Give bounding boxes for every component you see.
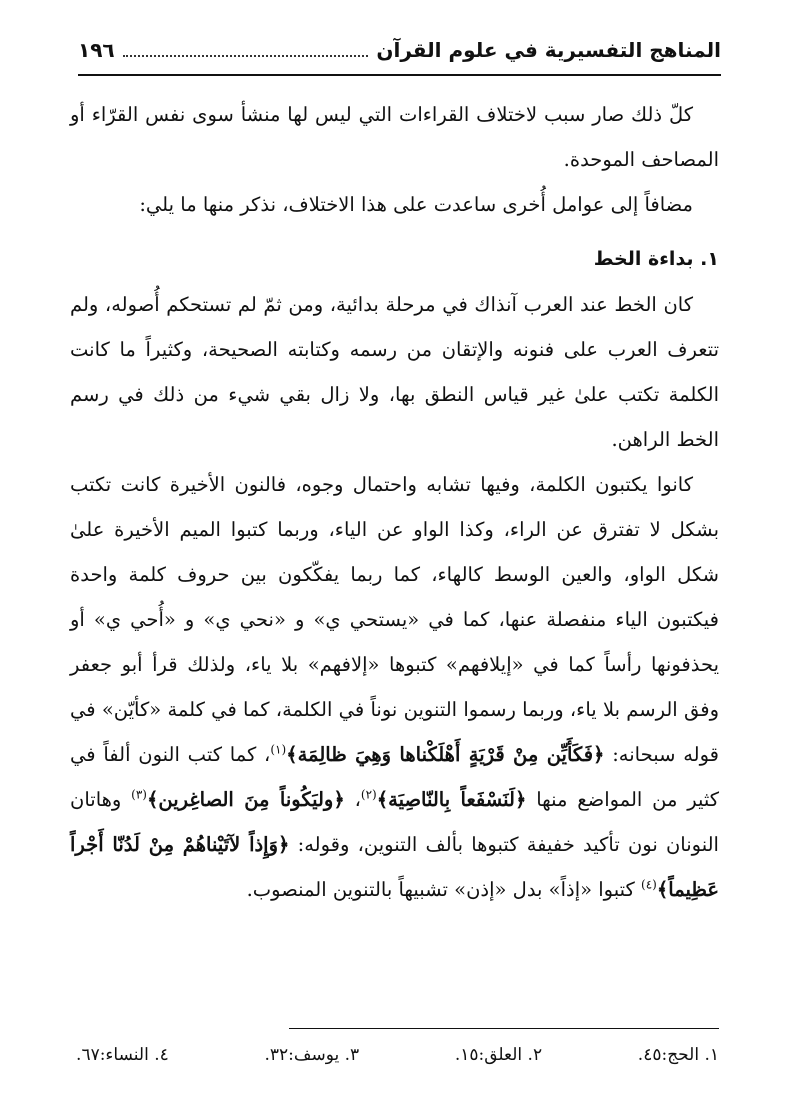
footnote-rule xyxy=(289,1028,719,1029)
quran-verse-3: ﴿وليَكُوناً مِنَ الصاغِرين﴾ xyxy=(146,788,345,811)
main-text xyxy=(70,92,719,912)
footnote-1: ١. الحج:٤٥. xyxy=(637,1045,719,1065)
paragraph-3: كان الخط عند العرب آنذاك في مرحلة بدائية، ومن ثمّ لم تستحكم أُصوله، ولم تتعرف العرب على فنونه والإتقان من رسمه وكتابته الصحيحة، وكثيراً ما كانت الكلمة تكتب علىٰ غير قياس النطق بها، ولا زال بقي شيء من ذلك في رسم الخط الراهن. xyxy=(70,293,719,451)
page-number: ١٩٦ xyxy=(78,38,115,62)
header-rule xyxy=(78,74,721,76)
running-title: المناهج التفسيرية في علوم القرآن xyxy=(376,38,721,62)
paragraph-4 xyxy=(70,462,719,912)
running-header xyxy=(78,30,721,70)
footnote-ref-2: (٢) xyxy=(360,787,377,802)
footnotes xyxy=(76,1040,719,1070)
leader-dots xyxy=(123,43,369,57)
paragraph-1: كلّ ذلك صار سبب لاختلاف القراءات التي ليس لها منشأ سوى نفس القرّاء أو المصاحف الموحدة. xyxy=(70,103,719,171)
quran-verse-1: ﴿فَكَأَيِّن مِنْ قَرْيَةٍ أَهْلَكْناها وَهِيَ ظالِمَة﴾ xyxy=(286,743,605,766)
paragraph-4-text-d: كتبوا «إذاً» بدل «إذن» تشبيهاً بالتنوين المنصوب. xyxy=(246,878,635,901)
footnote-ref-1: (١) xyxy=(270,742,287,757)
section-heading: ١. بداءة الخط xyxy=(593,248,719,270)
footnote-ref-3: (٣) xyxy=(131,787,147,802)
paragraph-2: مضافاً إلى عوامل أُخرى ساعدت على هذا الاختلاف، نذكر منها ما يلي: xyxy=(139,193,693,216)
quran-verse-2: ﴿لَنَسْفَعاً بِالنّاصِيَة﴾ xyxy=(376,788,527,811)
footnote-4: ٤. النساء:٦٧. xyxy=(76,1045,169,1065)
quran-verse-4: ﴿وَإِذاً لآتَيْناهُمْ مِنْ لَدُنّا أَجْراً عَظِيماً﴾ xyxy=(70,833,719,901)
spacer xyxy=(70,227,719,237)
footnote-2: ٢. العلق:١٥. xyxy=(454,1045,543,1065)
paragraph-4-text-b: ، كما كتب النون ألفاً في كثير من المواضع منها xyxy=(70,743,719,811)
paragraph-4-text-c: وهاتان النونان نون تأكيد خفيفة كتبوها بألف التنوين، وقوله: xyxy=(70,788,719,856)
separator-comma: ، xyxy=(354,788,361,811)
paragraph-4-text-a: كانوا يكتبون الكلمة، وفيها تشابه واحتمال وجوه، فالنون الأخيرة كانت تكتب بشكل لا تفترق عن الراء، وكذا الواو عن الياء، وربما كتبوا الميم الأخيرة علىٰ شكل الواو، والعين الوسط كالهاء، كما ربما يفكّكون بين حروف كلمة واحدة فيكتبون الياء منفصلة عنها، كما في «يستحي ي» و «نحي ي» و «أُحي ي» أو يحذفونها رأساً كما في «إيلافهم» كتبوها «إلافهم» بلا ياء، ولذلك قرأ أبو جعفر وفق الرسم بلا ياء، وربما رسموا التنوين نوناً في الكلمة، كما في كلمة «كأيّن» في قوله سبحانه: xyxy=(70,473,719,766)
footnote-ref-4: (٤) xyxy=(641,877,657,892)
footnote-3: ٣. يوسف:٣٢. xyxy=(264,1045,360,1065)
